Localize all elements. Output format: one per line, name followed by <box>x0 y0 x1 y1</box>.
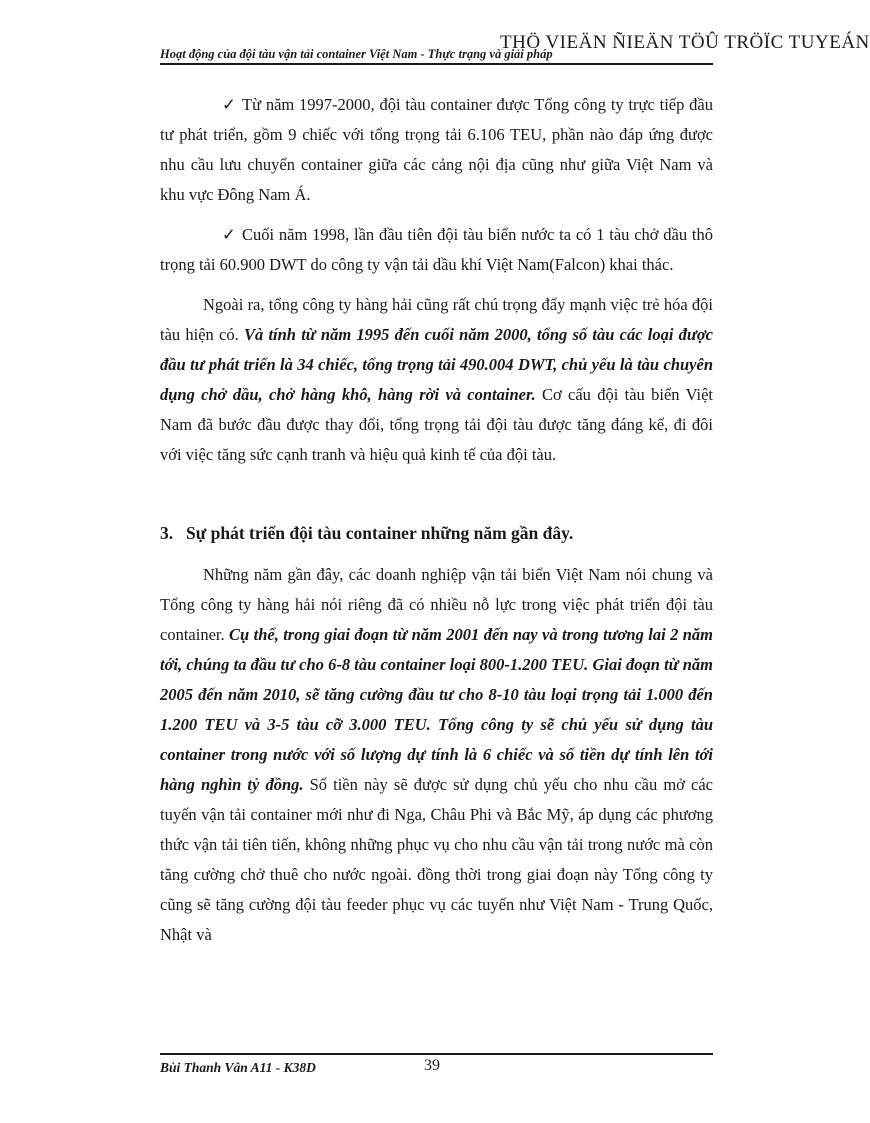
checkmark-icon: ✓ <box>222 225 236 244</box>
paragraph-text: Cơ cấu đội tàu biển Việt Nam đã bước đầu được thay đổi, tổng trọng tải đội tàu được tăng đáng kể, đi đôi với việc tăng sức cạnh tranh và hiệu quả kinh tế của đội tàu. <box>160 385 713 464</box>
section-number: 3. <box>160 523 174 543</box>
page-body <box>160 90 713 950</box>
emphasis-text: Cụ thể, trong giai đoạn từ năm 2001 đến nay và trong tương lai 2 năm tới, chúng ta đầu tư cho 6-8 tàu container loại 800-1.200 TEU. Giai đoạn từ năm 2005 đến năm 2010, sẽ tăng cường đầu tư cho 8-10 tàu loại trọng tải 1.000 đến 1.200 TEU và 3-5 tàu cỡ 3.000 TEU. Tổng công ty sẽ chủ yếu sử dụng tàu container trong nước với số lượng dự tính là 6 chiếc và số tiền dự tính lên tới hàng nghìn tỷ đồng. <box>160 625 713 794</box>
emphasis-text: Và tính từ năm 1995 đến cuối năm 2000, tổng số tàu các loại được đầu tư phát triển là 34 chiếc, tổng trọng tải 490.004 DWT, chủ yếu là tàu chuyên dụng chở dầu, chở hàng khô, hàng rời và container. <box>160 325 713 404</box>
bullet-paragraph-2 <box>160 220 713 280</box>
page-number: 39 <box>424 1057 440 1074</box>
checkmark-icon: ✓ <box>222 95 236 114</box>
running-header: Hoạt động của đội tàu vận tải container Việt Nam - Thực trạng và giải pháp <box>160 47 553 61</box>
paragraph-container-development <box>160 560 713 950</box>
footer-divider <box>160 1053 713 1055</box>
section-title: Sự phát triển đội tàu container những năm gần đây. <box>186 523 574 543</box>
library-watermark: THÖ VIEÄN ÑIEÄN TÖÛ TRÖÏC TUYEÁN <box>500 32 870 53</box>
bullet-text-1: Từ năm 1997-2000, đội tàu container được Tổng công ty trực tiếp đầu tư phát triển, gồm 9 chiếc với tổng trọng tải 6.106 TEU, phần nào đáp ứng được nhu cầu lưu chuyển container giữa các cảng nội địa cũng như giữa Việt Nam và khu vực Đông Nam Á. <box>160 95 713 204</box>
bullet-paragraph-1 <box>160 90 713 210</box>
paragraph-fleet-renewal <box>160 290 713 470</box>
paragraph-text: Những năm gần đây, các doanh nghiệp vận tải biển Việt Nam nói chung và Tổng công ty hàng hải nói riêng đã có nhiều nỗ lực trong việc phát triển đội tàu container. <box>160 565 713 644</box>
footer-author: Bùi Thanh Vân A11 - K38D <box>160 1060 316 1075</box>
header-divider <box>160 63 713 65</box>
paragraph-text: Số tiền này sẽ được sử dụng chủ yếu cho nhu cầu mở các tuyến vận tải container mới như đi Nga, Châu Phi và Bắc Mỹ, áp dụng các phương thức vận tải tiên tiến, không những phục vụ cho nhu cầu vận tải trong nước mà còn tăng cường chở thuê cho nước ngoài. đồng thời trong giai đoạn này Tổng công ty cũng sẽ tăng cường đội tàu feeder phục vụ các tuyến như Việt Nam - Trung Quốc, Nhật và <box>160 775 713 944</box>
bullet-text-2: Cuối năm 1998, lần đầu tiên đội tàu biển nước ta có 1 tàu chở dầu thô trọng tải 60.900 DWT do công ty vận tải dầu khí Việt Nam(Falcon) khai thác. <box>160 225 713 274</box>
paragraph-text: Ngoài ra, tổng công ty hàng hải cũng rất chú trọng đẩy mạnh việc trẻ hóa đội tàu hiện có. <box>160 295 713 344</box>
section-heading <box>160 518 713 548</box>
